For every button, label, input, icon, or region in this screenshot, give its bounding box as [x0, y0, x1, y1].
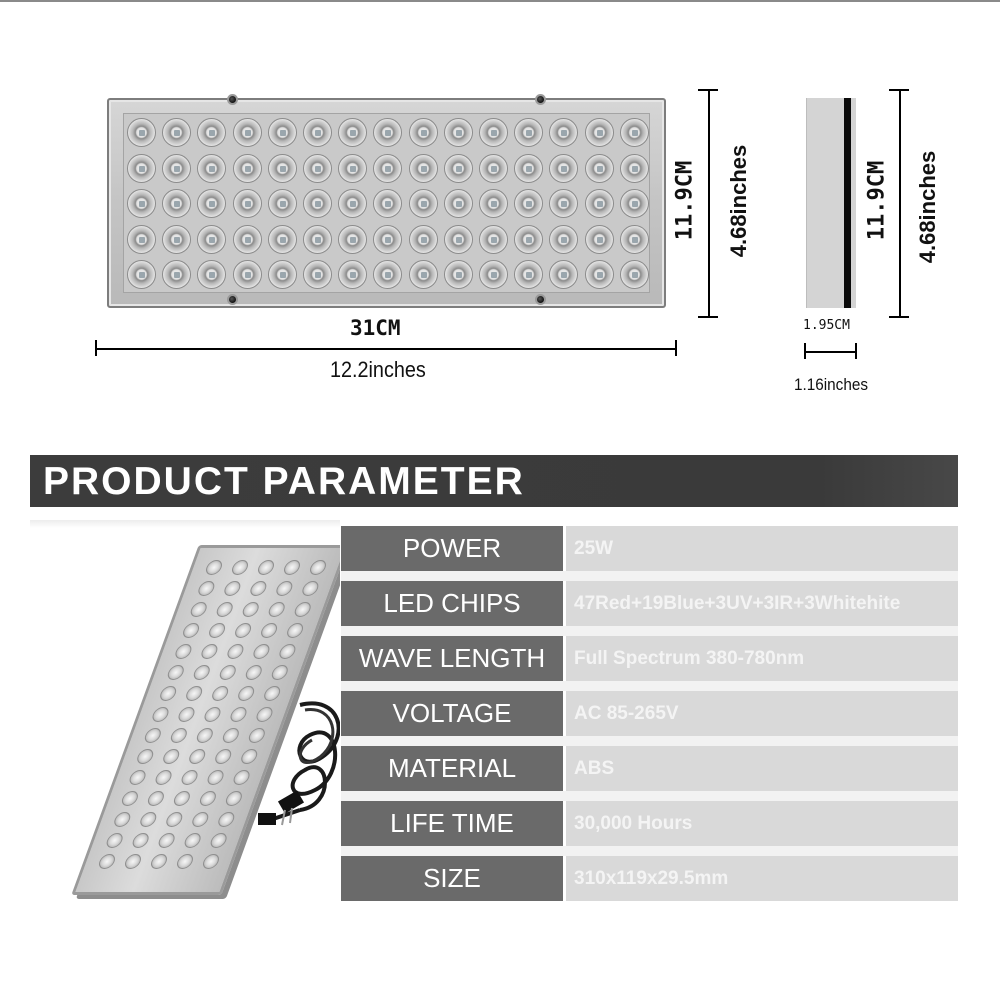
- led-chip: [514, 260, 543, 289]
- led-chip: [127, 260, 156, 289]
- photo-led-chip: [255, 560, 275, 575]
- led-chip: [585, 189, 614, 218]
- led-chip: [479, 118, 508, 147]
- photo-led-chip: [156, 833, 176, 848]
- led-chip: [233, 260, 262, 289]
- param-row-wave-length: [341, 636, 958, 681]
- led-chip: [549, 154, 578, 183]
- led-chip: [338, 189, 367, 218]
- photo-led-chip: [190, 812, 210, 827]
- photo-led-chip: [194, 728, 214, 743]
- led-chip: [585, 154, 614, 183]
- photo-led-chip: [300, 581, 320, 596]
- param-row-material: [341, 746, 958, 791]
- height-tick-top: [698, 89, 718, 91]
- depth-dimension-line: [805, 351, 857, 353]
- led-chip: [162, 118, 191, 147]
- photo-led-chip: [217, 665, 237, 680]
- param-label: VOLTAGE: [341, 691, 563, 736]
- photo-led-chip: [284, 623, 304, 638]
- banner-title: PRODUCT PARAMETER: [43, 460, 525, 503]
- photo-led-chip: [165, 665, 185, 680]
- led-chip: [585, 260, 614, 289]
- param-label: LED CHIPS: [341, 581, 563, 626]
- led-chip: [338, 118, 367, 147]
- led-chip: [409, 154, 438, 183]
- photo-led-chip: [134, 749, 154, 764]
- length-tick-left: [95, 340, 97, 356]
- photo-led-chip: [258, 623, 278, 638]
- led-grid: [109, 100, 664, 306]
- photo-led-chip: [150, 707, 170, 722]
- photo-led-chip: [168, 728, 188, 743]
- led-chip: [585, 118, 614, 147]
- photo-led-chip: [274, 581, 294, 596]
- led-chip: [233, 118, 262, 147]
- photo-led-chip: [160, 749, 180, 764]
- param-row-power: [341, 526, 958, 571]
- photo-led-chip: [148, 854, 168, 869]
- led-chip: [233, 154, 262, 183]
- led-panel-top-view: [107, 98, 666, 308]
- photo-led-chip: [205, 770, 225, 785]
- photo-led-chip: [292, 602, 312, 617]
- depth-tick-left: [804, 343, 806, 359]
- height-cm-label: 11.9CM: [672, 160, 698, 241]
- led-chip: [514, 154, 543, 183]
- led-chip: [268, 154, 297, 183]
- photo-led-chip: [180, 623, 200, 638]
- led-chip: [409, 118, 438, 147]
- led-chip: [444, 189, 473, 218]
- depth-tick-right: [855, 343, 857, 359]
- param-label: WAVE LENGTH: [341, 636, 563, 681]
- led-chip: [444, 154, 473, 183]
- photo-led-chip: [142, 728, 162, 743]
- led-chip: [479, 260, 508, 289]
- top-border: [0, 0, 1000, 2]
- screw-icon: [535, 294, 546, 305]
- side-height-tick-top: [889, 89, 909, 91]
- photo-led-chip: [277, 644, 297, 659]
- led-chip: [233, 225, 262, 254]
- led-chip: [233, 189, 262, 218]
- photo-led-chip: [119, 791, 139, 806]
- led-chip: [338, 260, 367, 289]
- photo-led-chip: [173, 644, 193, 659]
- photo-led-chip: [209, 686, 229, 701]
- led-chip: [303, 189, 332, 218]
- led-chip: [338, 225, 367, 254]
- param-row-led-chips: [341, 581, 958, 626]
- led-chip: [303, 154, 332, 183]
- led-chip: [620, 118, 649, 147]
- photo-led-chip: [112, 812, 132, 827]
- depth-cm-label: 1.95CM: [803, 318, 850, 333]
- led-chip: [268, 225, 297, 254]
- photo-led-chip: [281, 560, 301, 575]
- led-chip: [479, 189, 508, 218]
- param-label: LIFE TIME: [341, 801, 563, 846]
- led-chip: [197, 154, 226, 183]
- led-chip: [373, 189, 402, 218]
- led-chip: [268, 189, 297, 218]
- led-chip: [479, 225, 508, 254]
- screw-icon: [227, 94, 238, 105]
- power-cable-icon: [230, 695, 340, 835]
- led-chip: [620, 189, 649, 218]
- led-chip: [444, 260, 473, 289]
- photo-led-chip: [96, 854, 116, 869]
- led-chip: [409, 225, 438, 254]
- param-value: 30,000 Hours: [566, 801, 958, 846]
- photo-led-chip: [188, 602, 208, 617]
- led-chip: [620, 154, 649, 183]
- led-chip: [585, 225, 614, 254]
- length-tick-right: [675, 340, 677, 356]
- led-chip: [444, 225, 473, 254]
- photo-led-chip: [248, 581, 268, 596]
- photo-led-chip: [164, 812, 184, 827]
- photo-led-chip: [145, 791, 165, 806]
- led-chip: [373, 260, 402, 289]
- height-tick-bottom: [698, 316, 718, 318]
- photo-led-chip: [222, 581, 242, 596]
- led-chip: [127, 225, 156, 254]
- led-chip: [479, 154, 508, 183]
- photo-led-chip: [122, 854, 142, 869]
- photo-led-chip: [200, 854, 220, 869]
- side-height-tick-bottom: [889, 316, 909, 318]
- led-chip: [127, 189, 156, 218]
- led-chip: [127, 118, 156, 147]
- led-chip: [444, 118, 473, 147]
- photo-led-chip: [208, 833, 228, 848]
- product-parameter-banner: [30, 455, 958, 507]
- param-value: AC 85-265V: [566, 691, 958, 736]
- photo-led-chip: [153, 770, 173, 785]
- screw-icon: [535, 94, 546, 105]
- led-chip: [549, 189, 578, 218]
- photo-led-chip: [243, 665, 263, 680]
- length-cm-label: 31CM: [350, 316, 401, 340]
- led-chip: [373, 154, 402, 183]
- photo-led-chip: [186, 749, 206, 764]
- led-chip: [409, 260, 438, 289]
- param-value: 25W: [566, 526, 958, 571]
- led-chip: [549, 225, 578, 254]
- param-value: Full Spectrum 380-780nm: [566, 636, 958, 681]
- led-chip: [514, 225, 543, 254]
- photo-led-chip: [307, 560, 327, 575]
- param-row-voltage: [341, 691, 958, 736]
- photo-led-chip: [225, 644, 245, 659]
- param-value: 310x119x29.5mm: [566, 856, 958, 901]
- photo-led-chip: [176, 707, 196, 722]
- led-chip: [549, 118, 578, 147]
- led-chip: [127, 154, 156, 183]
- led-chip: [303, 225, 332, 254]
- screw-icon: [227, 294, 238, 305]
- side-height-cm-label: 11.9CM: [864, 160, 890, 241]
- led-chip: [620, 260, 649, 289]
- led-chip: [303, 118, 332, 147]
- photo-led-chip: [104, 833, 124, 848]
- photo-led-chip: [174, 854, 194, 869]
- length-in-label: 12.2inches: [330, 357, 426, 382]
- photo-led-chip: [202, 707, 222, 722]
- led-chip: [373, 225, 402, 254]
- panel-side-edge: [844, 98, 851, 308]
- photo-led-chip: [171, 791, 191, 806]
- led-chip: [268, 118, 297, 147]
- led-chip: [620, 225, 649, 254]
- led-chip: [197, 260, 226, 289]
- height-in-label: 4.68inches: [726, 144, 751, 258]
- led-chip: [303, 260, 332, 289]
- photo-led-chip: [240, 602, 260, 617]
- led-chip: [549, 260, 578, 289]
- photo-led-chip: [206, 623, 226, 638]
- photo-led-chip: [138, 812, 158, 827]
- led-chip: [197, 225, 226, 254]
- photo-led-chip: [269, 665, 289, 680]
- param-label: POWER: [341, 526, 563, 571]
- led-chip: [514, 189, 543, 218]
- photo-led-chip: [182, 833, 202, 848]
- photo-led-chip: [179, 770, 199, 785]
- product-photo: [30, 525, 340, 915]
- led-chip: [162, 225, 191, 254]
- led-chip: [162, 189, 191, 218]
- led-chip: [514, 118, 543, 147]
- height-dimension-line: [708, 90, 710, 318]
- param-value: 47Red+19Blue+3UV+3IR+3Whitehite: [566, 581, 958, 626]
- param-row-size: [341, 856, 958, 901]
- photo-led-chip: [196, 581, 216, 596]
- length-dimension-line: [96, 348, 677, 350]
- led-chip: [338, 154, 367, 183]
- param-value: ABS: [566, 746, 958, 791]
- photo-led-chip: [214, 602, 234, 617]
- photo-led-chip: [157, 686, 177, 701]
- led-chip: [409, 189, 438, 218]
- led-chip: [197, 189, 226, 218]
- side-height-in-label: 4.68inches: [915, 150, 940, 264]
- led-chip: [373, 118, 402, 147]
- led-chip: [197, 118, 226, 147]
- photo-led-chip: [183, 686, 203, 701]
- photo-led-chip: [127, 770, 147, 785]
- photo-led-chip: [251, 644, 271, 659]
- led-chip: [268, 260, 297, 289]
- depth-in-label: 1.16inches: [794, 375, 869, 394]
- side-height-dimension-line: [899, 90, 901, 318]
- photo-led-chip: [266, 602, 286, 617]
- photo-led-chip: [203, 560, 223, 575]
- led-chip: [162, 154, 191, 183]
- photo-led-chip: [229, 560, 249, 575]
- param-label: SIZE: [341, 856, 563, 901]
- photo-led-chip: [130, 833, 150, 848]
- photo-led-chip: [191, 665, 211, 680]
- photo-led-chip: [199, 644, 219, 659]
- led-chip: [162, 260, 191, 289]
- param-row-life-time: [341, 801, 958, 846]
- photo-led-chip: [232, 623, 252, 638]
- param-label: MATERIAL: [341, 746, 563, 791]
- photo-led-chip: [197, 791, 217, 806]
